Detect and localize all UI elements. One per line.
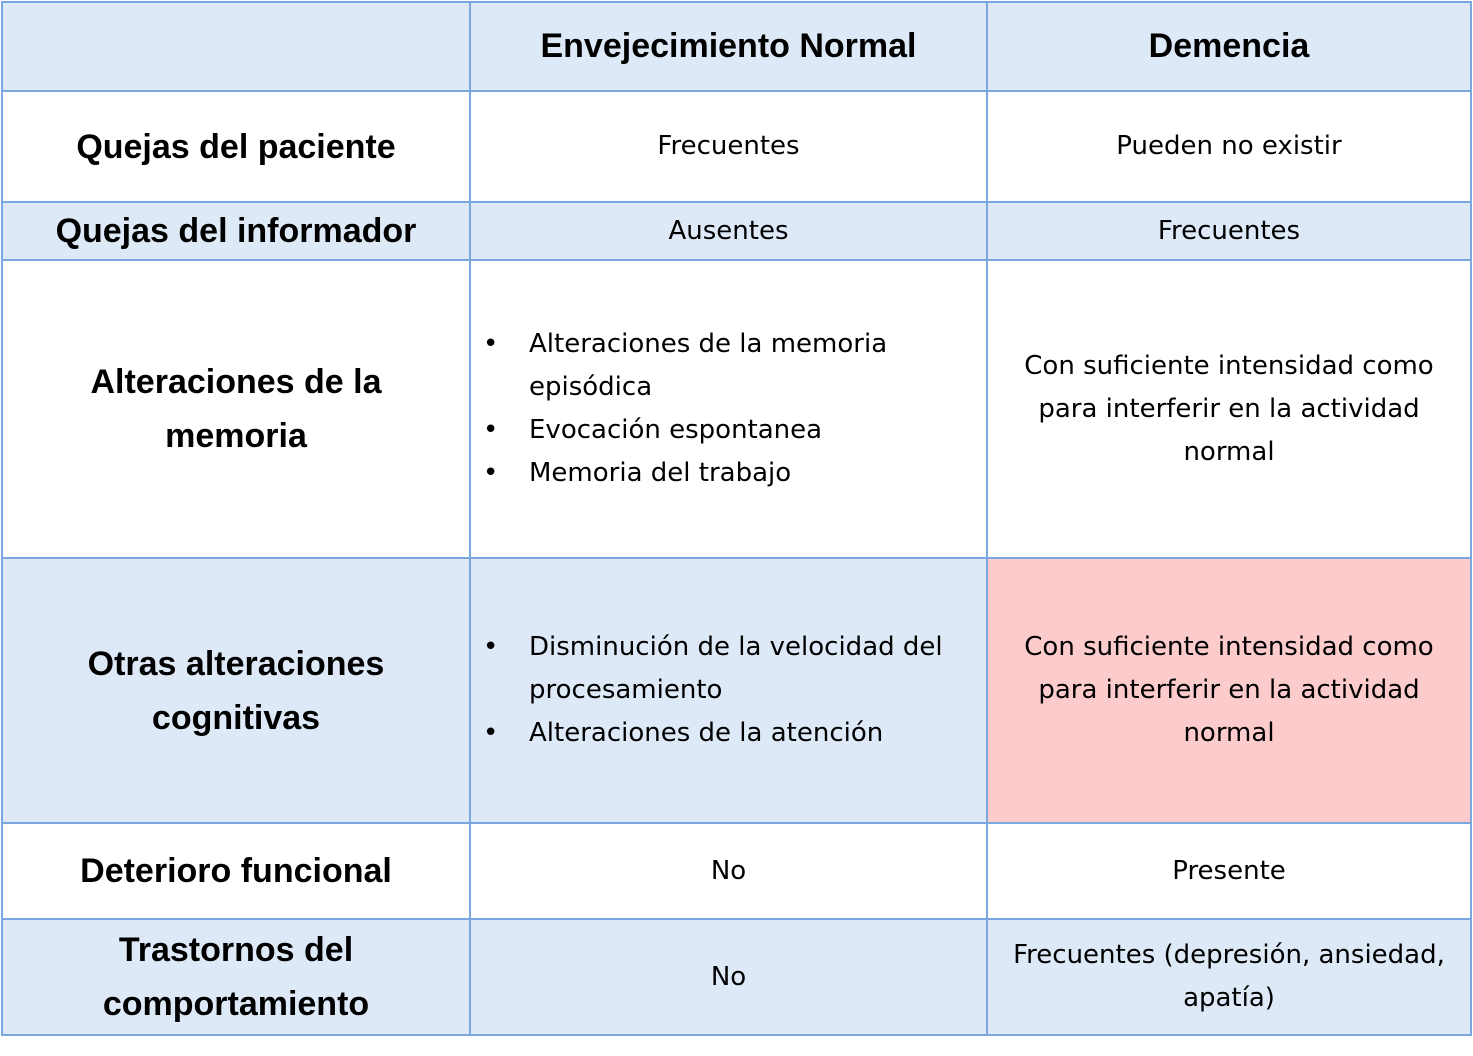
normal-value: No	[470, 823, 987, 919]
header-row	[2, 2, 1471, 91]
normal-value: No	[470, 919, 987, 1035]
row-label: Alteraciones de la memoria	[2, 260, 470, 558]
header-empty-cell	[2, 2, 470, 91]
table-row	[2, 260, 1471, 558]
dementia-value: Pueden no existir	[987, 91, 1471, 202]
normal-value: Ausentes	[470, 202, 987, 260]
comparison-table	[1, 1, 1472, 1036]
bullet-item: • Memoria del trabajo	[529, 452, 966, 495]
header-dementia: Demencia	[987, 2, 1471, 91]
bullet-item: • Disminución de la velocidad del procesamiento	[529, 626, 966, 712]
bullet-item: • Alteraciones de la atención	[529, 712, 966, 755]
header-normal-aging: Envejecimiento Normal	[470, 2, 987, 91]
dementia-value: Con suficiente intensidad como para interferir en la actividad normal	[987, 260, 1471, 558]
table-row	[2, 558, 1471, 823]
bullet-item: • Evocación espontanea	[529, 409, 966, 452]
row-label: Trastornos del comportamiento	[2, 919, 470, 1035]
dementia-value-highlighted: Con suficiente intensidad como para interferir en la actividad normal	[987, 558, 1471, 823]
row-label: Quejas del paciente	[2, 91, 470, 202]
bullet-list	[471, 626, 986, 755]
table-row	[2, 823, 1471, 919]
dementia-value: Frecuentes	[987, 202, 1471, 260]
normal-value: Frecuentes	[470, 91, 987, 202]
normal-bullet-cell	[470, 558, 987, 823]
dementia-value: Frecuentes (depresión, ansiedad, apatía)	[987, 919, 1471, 1035]
bullet-item: • Alteraciones de la memoria episódica	[529, 323, 966, 409]
dementia-value: Presente	[987, 823, 1471, 919]
bullet-list	[471, 323, 986, 495]
row-label: Deterioro funcional	[2, 823, 470, 919]
table-row	[2, 202, 1471, 260]
table-row	[2, 919, 1471, 1035]
normal-bullet-cell	[470, 260, 987, 558]
row-label: Quejas del informador	[2, 202, 470, 260]
row-label: Otras alteraciones cognitivas	[2, 558, 470, 823]
table-row	[2, 91, 1471, 202]
